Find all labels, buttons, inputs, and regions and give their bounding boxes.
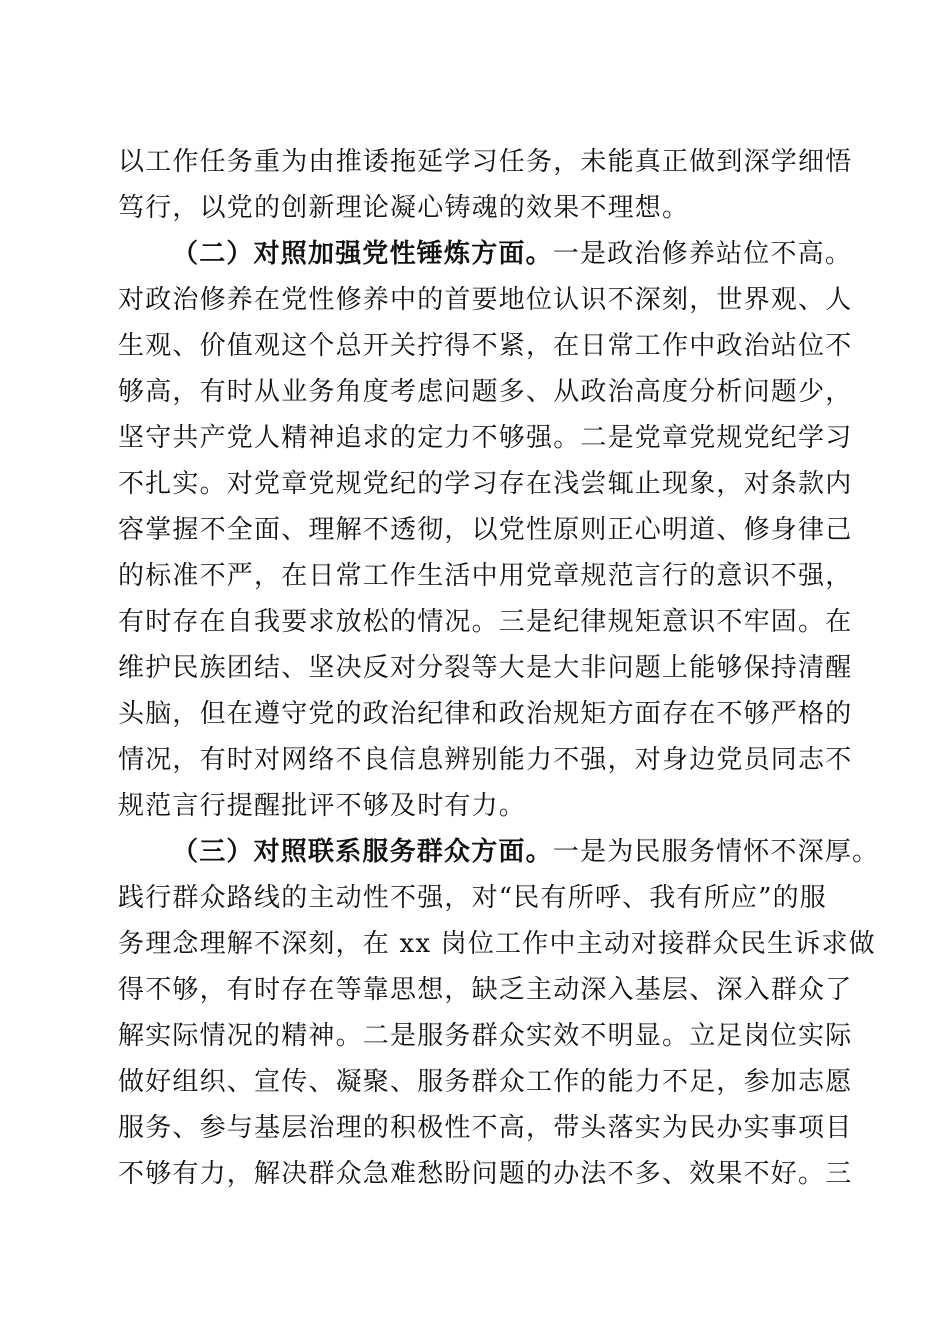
section-heading: （二）对照加强党性锤炼方面。: [172, 239, 553, 269]
body-text-line: 头脑，但在遵守党的政治纪律和政治规矩方面存在不够严格的: [118, 699, 853, 729]
body-text-line: 的标准不严，在日常工作生活中用党章规范言行的意识不强，: [118, 561, 853, 591]
body-text-line: 服务、参与基层治理的积极性不高，带头落实为民办实事项目: [118, 1113, 853, 1143]
body-text-line: 做好组织、宣传、凝聚、服务群众工作的能力不足，参加志愿: [118, 1067, 853, 1097]
body-text-line: 规范言行提醒批评不够及时有力。: [118, 791, 527, 821]
body-text-line: 得不够，有时存在等靠思想，缺乏主动深入基层、深入群众了: [118, 975, 853, 1005]
body-text-line: 不扎实。对党章党规党纪的学习存在浅尝辄止现象，对条款内: [118, 469, 853, 499]
body-text-line: 有时存在自我要求放松的情况。三是纪律规矩意识不牢固。在: [118, 607, 853, 637]
body-text-line: 容掌握不全面、理解不透彻，以党性原则正心明道、修身律己: [118, 515, 853, 545]
body-text-line: 解实际情况的精神。二是服务群众实效不明显。立足岗位实际: [118, 1021, 853, 1051]
body-text-line: 坚守共产党人精神追求的定力不够强。二是党章党规党纪学习: [118, 423, 853, 453]
section-heading-continuation: 一是政治修养站位不高。: [552, 239, 853, 269]
body-text-line: 笃行，以党的创新理论凝心铸魂的效果不理想。: [118, 193, 690, 223]
body-text-line: 维护民族团结、坚决反对分裂等大是大非问题上能够保持清醒: [118, 653, 853, 683]
section-heading-continuation: 一是为民服务情怀不深厚。: [552, 837, 880, 867]
body-text-line: 践行群众路线的主动性不强，对“民有所呼、我有所应”的服: [118, 883, 827, 913]
body-text-line: 对政治修养在党性修养中的首要地位认识不深刻，世界观、人: [118, 285, 853, 315]
section-heading: （三）对照联系服务群众方面。: [172, 837, 553, 867]
body-text-line: 情况，有时对网络不良信息辨别能力不强，对身边党员同志不: [118, 745, 853, 775]
body-text-line: 生观、价值观这个总开关拧得不紧，在日常工作中政治站位不: [118, 331, 853, 361]
body-text-line: 够高，有时从业务角度考虑问题多、从政治高度分析问题少，: [118, 377, 853, 407]
body-text-line: 务理念理解不深刻，在 xx 岗位工作中主动对接群众民生诉求做: [118, 929, 876, 959]
section-heading-line: [172, 236, 852, 272]
body-text-line: 不够有力，解决群众急难愁盼问题的办法不多、效果不好。三: [118, 1159, 853, 1189]
section-heading-line: [172, 834, 879, 870]
body-text-line: 以工作任务重为由推诿拖延学习任务，未能真正做到深学细悟: [118, 147, 853, 177]
